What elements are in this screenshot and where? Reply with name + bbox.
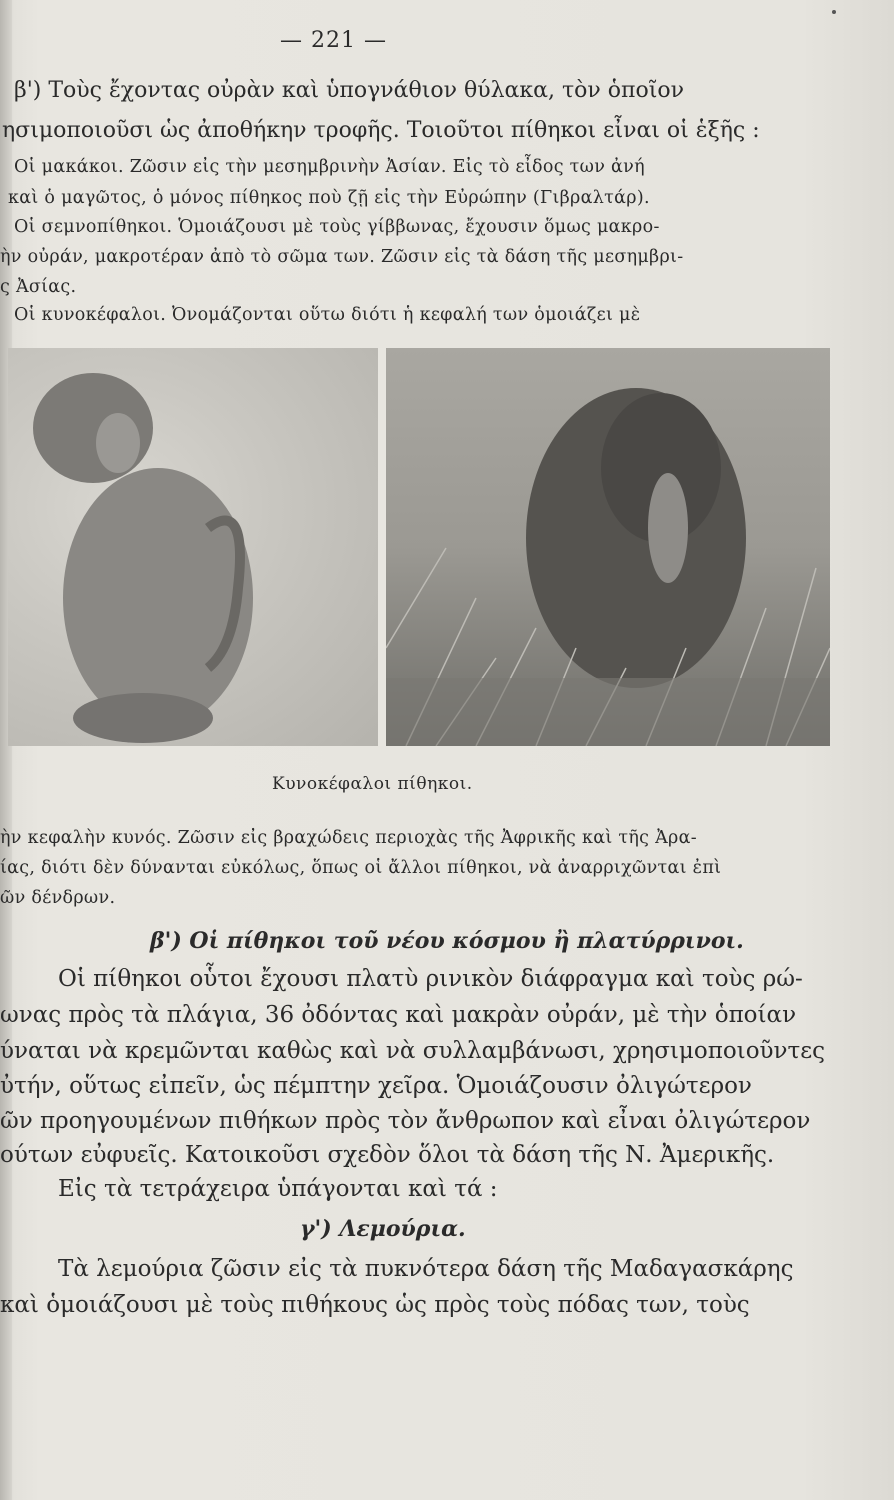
baboon-sitting-photo bbox=[8, 348, 378, 746]
text-line-19: Τὰ λεμούρια ζῶσιν εἰς τὰ πυκνότερα δάση τῆς Μαδαγασκάρης bbox=[58, 1256, 794, 1282]
text-line-10: ίας, διότι δὲν δύνανται εὐκόλως, ὅπως οἱ ἄλλοι πίθηκοι, νὰ ἀναρριχῶνται ἐπὶ bbox=[0, 858, 722, 878]
figure-baboons bbox=[8, 348, 830, 746]
text-line-4: καὶ ὁ μαγῶτος, ὁ μόνος πίθηκος ποὺ ζῇ εἰς τὴν Εὐρώπην (Γιβραλτάρ). bbox=[8, 188, 650, 208]
page-binding-shadow bbox=[0, 0, 12, 1500]
text-line-6: ὴν οὐράν, μακροτέραν ἀπὸ τὸ σῶμα των. Ζῶσιν εἰς τὰ δάση τῆς μεσημβρι- bbox=[0, 247, 684, 267]
page-speck bbox=[832, 10, 836, 14]
subsection-heading: γ') Λεμούρια. bbox=[300, 1216, 466, 1242]
text-line-18: Εἰς τὰ τετράχειρα ὑπάγονται καὶ τά : bbox=[58, 1176, 498, 1202]
figure-caption: Κυνοκέφαλοι πίθηκοι. bbox=[272, 774, 473, 794]
section-heading: β') Οἱ πίθηκοι τοῦ νέου κόσμου ἢ πλατύρρινοι. bbox=[150, 928, 744, 954]
text-line-1-content: β') Τοὺς ἔχοντας οὐρὰν καὶ ὑπογνάθιον θύλακα, τὸν ὁποῖον bbox=[14, 78, 684, 103]
baboon-grass-illustration bbox=[386, 348, 830, 746]
figure-divider bbox=[378, 348, 386, 746]
text-line-7: ς Ἀσίας. bbox=[0, 277, 77, 297]
text-line-15: ὐτήν, οὕτως εἰπεῖν, ὡς πέμπτην χεῖρα. Ὁμοιάζουσιν ὀλιγώτερον bbox=[0, 1073, 752, 1099]
text-line-16: ῶν προηγουμένων πιθήκων πρὸς τὸν ἄνθρωπον καὶ εἶναι ὀλιγώτερον bbox=[0, 1108, 811, 1134]
baboon-in-grass-photo bbox=[386, 348, 830, 746]
page-number: — 221 — bbox=[280, 28, 387, 53]
text-line-8: Οἱ κυνοκέφαλοι. Ὀνομάζονται οὕτω διότι ἡ κεφαλή των ὁμοιάζει μὲ bbox=[14, 305, 641, 325]
baboon-sitting-illustration bbox=[8, 348, 378, 746]
text-line-2: ησιμοποιοῦσι ὡς ἀποθήκην τροφῆς. Τοιοῦτοι πίθηκοι εἶναι οἱ ἑξῆς : bbox=[2, 118, 760, 143]
text-line-3: Οἱ μακάκοι. Ζῶσιν εἰς τὴν μεσημβρινὴν Ἀσίαν. Εἰς τὸ εἶδος των ἀνή bbox=[14, 157, 645, 177]
text-line-17: ούτων εὐφυεῖς. Κατοικοῦσι σχεδὸν ὅλοι τὰ δάση τῆς Ν. Ἀμερικῆς. bbox=[0, 1142, 775, 1168]
text-line-14: ύναται νὰ κρεμῶνται καθὼς καὶ νὰ συλλαμβάνωσι, χρησιμοποιοῦντες bbox=[0, 1038, 826, 1064]
text-line-12: Οἱ πίθηκοι οὗτοι ἔχουσι πλατὺ ρινικὸν διάφραγμα καὶ τοὺς ρώ- bbox=[58, 966, 803, 992]
text-line-13: ωνας πρὸς τὰ πλάγια, 36 ὀδόντας καὶ μακρὰν οὐράν, μὲ τὴν ὁποίαν bbox=[0, 1002, 797, 1028]
text-line-1 bbox=[14, 78, 684, 103]
text-line-11: ῶν δένδρων. bbox=[0, 888, 116, 908]
text-line-5: Οἱ σεμνοπίθηκοι. Ὁμοιάζουσι μὲ τοὺς γίββωνας, ἔχουσιν ὅμως μακρο- bbox=[14, 217, 660, 237]
text-line-9: ὴν κεφαλὴν κυνός. Ζῶσιν εἰς βραχώδεις περιοχὰς τῆς Ἀφρικῆς καὶ τῆς Ἀρα- bbox=[0, 828, 697, 848]
text-line-20: καὶ ὁμοιάζουσι μὲ τοὺς πιθήκους ὡς πρὸς τοὺς πόδας των, τοὺς bbox=[0, 1292, 750, 1318]
